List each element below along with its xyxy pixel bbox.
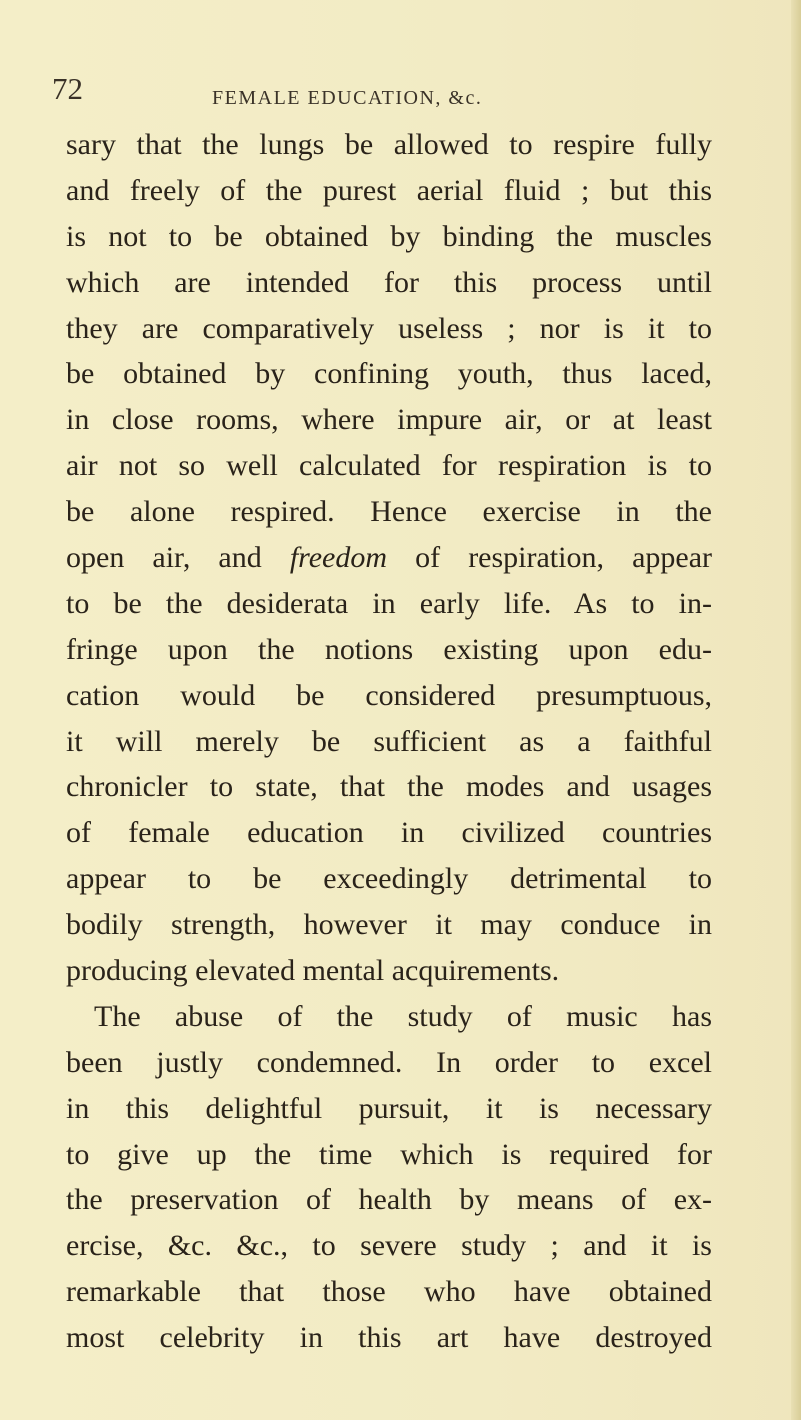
text-line: in this delightful pursuit, it is necessary bbox=[66, 1091, 712, 1125]
text-line: which are intended for this process until bbox=[66, 265, 712, 299]
running-head: FEMALE EDUCATION, &c. bbox=[212, 87, 483, 109]
text-line: been justly condemned. In order to excel bbox=[66, 1045, 712, 1079]
page-edge bbox=[791, 0, 801, 1420]
text-line: to be the desiderata in early life. As to in- bbox=[66, 586, 712, 620]
page-number: 72 bbox=[52, 71, 83, 106]
text-line: air not so well calculated for respiration is to bbox=[66, 449, 712, 483]
text-line: of female education in civilized countries bbox=[66, 816, 712, 850]
text-line: appear to be exceedingly detrimental to bbox=[66, 862, 712, 896]
text-line: chronicler to state, that the modes and usages bbox=[66, 770, 712, 804]
text-line: remarkable that those who have obtained bbox=[66, 1275, 712, 1309]
text-line: bodily strength, however it may conduce in bbox=[66, 908, 712, 942]
text-line: producing elevated mental acquirements. bbox=[66, 954, 560, 988]
text-line: cation would be considered presumptuous, bbox=[66, 678, 712, 712]
text-line: is not to be obtained by binding the muscles bbox=[66, 219, 712, 253]
text-line: The abuse of the study of music has bbox=[94, 999, 712, 1033]
text-segment: of respiration, appear bbox=[387, 541, 712, 575]
text-line: and freely of the purest aerial fluid ; but this bbox=[66, 173, 712, 207]
text-segment: open air, and bbox=[66, 541, 290, 575]
text-line: it will merely be sufficient as a faithful bbox=[66, 724, 712, 758]
text-line: they are comparatively useless ; nor is it to bbox=[66, 311, 712, 345]
text-line: be obtained by confining youth, thus laced, bbox=[66, 357, 712, 391]
body-text bbox=[66, 122, 712, 1361]
emphasis-word: freedom bbox=[289, 541, 388, 575]
text-line: most celebrity in this art have destroyed bbox=[66, 1321, 712, 1355]
text-line: the preservation of health by means of ex- bbox=[66, 1183, 712, 1217]
text-line: ercise, &c. &c., to severe study ; and it is bbox=[66, 1229, 712, 1263]
text-line: in close rooms, where impure air, or at least bbox=[66, 403, 712, 437]
text-line bbox=[66, 535, 712, 581]
text-line: to give up the time which is required for bbox=[66, 1137, 712, 1171]
text-line: sary that the lungs be allowed to respire fully bbox=[66, 128, 712, 161]
text-line: be alone respired. Hence exercise in the bbox=[66, 495, 712, 529]
text-line: fringe upon the notions existing upon edu- bbox=[66, 632, 712, 666]
